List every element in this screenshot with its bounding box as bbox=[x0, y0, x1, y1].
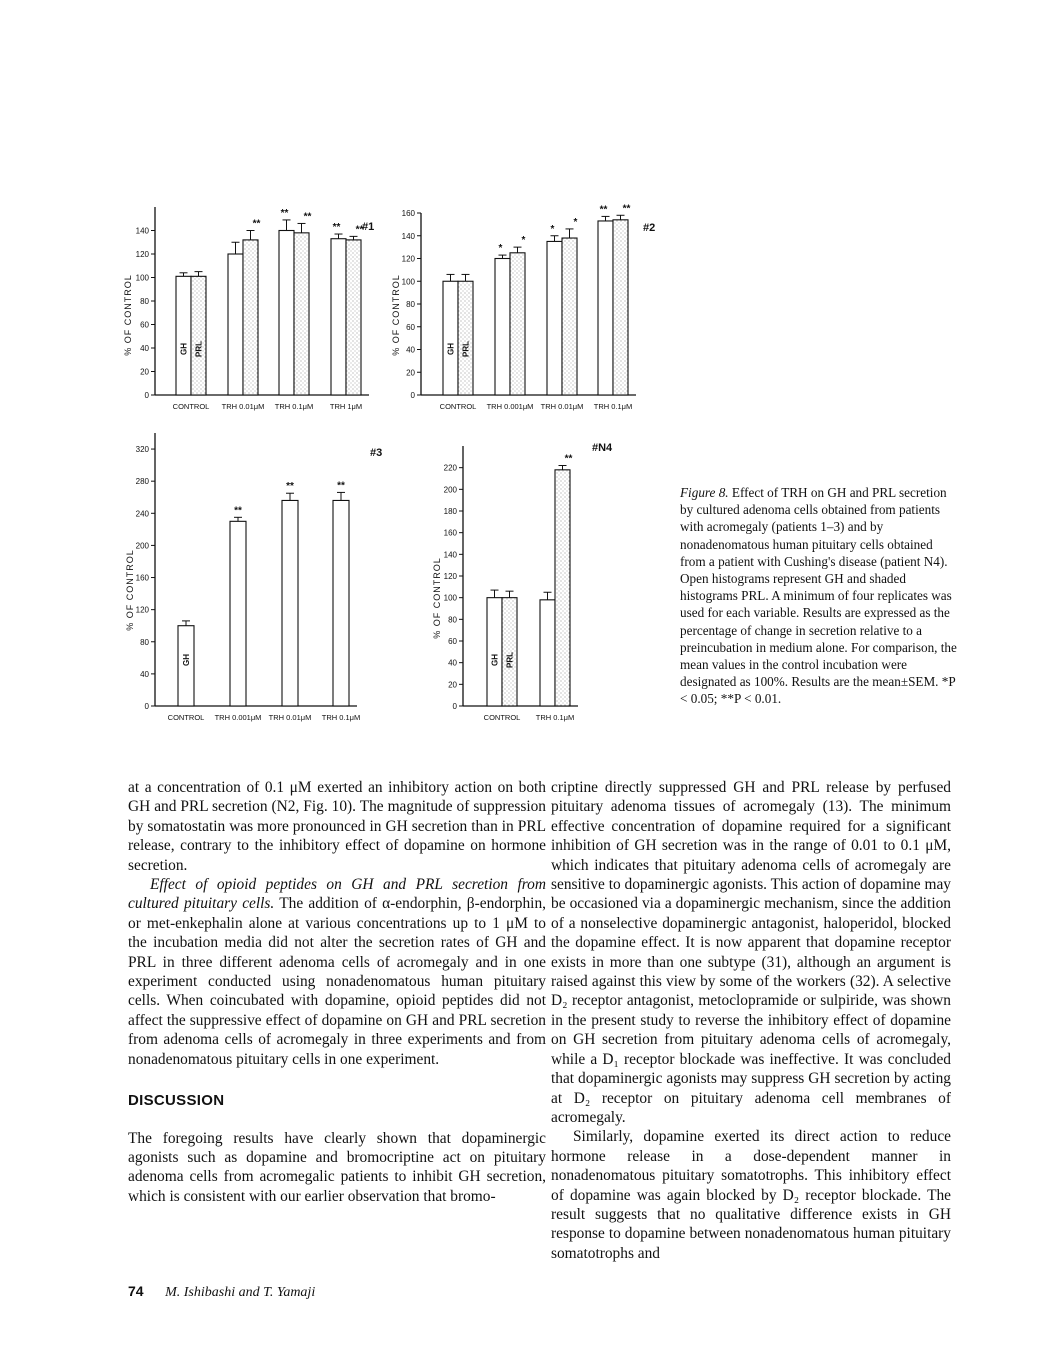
bar-gh bbox=[443, 281, 458, 395]
x-category-label: TRH 0.1μM bbox=[535, 713, 575, 722]
y-tick-label: 100 bbox=[443, 593, 457, 603]
y-axis-label: % OF CONTROL bbox=[391, 274, 401, 356]
bar-gh bbox=[598, 221, 613, 395]
y-tick-label: 220 bbox=[443, 463, 457, 473]
y-tick-label: 0 bbox=[410, 391, 415, 400]
y-tick-label: 80 bbox=[140, 637, 149, 647]
y-axis-label: % OF CONTROL bbox=[125, 549, 135, 631]
y-tick-label: 80 bbox=[406, 300, 415, 309]
figure-caption-text: Effect of TRH on GH and PRL secretion by cultured adenoma cells obtained from patients with acromegaly (patients 1–3) and by nonadenomatous human pituitary cells obtained from a patient with Cushing's disease (patient N4). Open histograms represent GH and shaded histograms PRL. A minimum of four replicates was used for each variable. Results are expressed as the percentage of change in secretion relative to a preincubation in medium alone. For comparison, the mean values in the control incubation were designated as 100%. Results are the mean±SEM. *P < 0.05; **P < 0.01. bbox=[680, 485, 957, 707]
page-number: 74 bbox=[128, 1283, 144, 1299]
significance-marker: * bbox=[573, 216, 578, 228]
significance-marker: ** bbox=[564, 453, 573, 465]
bar-gh bbox=[547, 241, 562, 395]
paragraph: criptine directly suppressed GH and PRL release by perfused pituitary adenoma tissues of acromegaly (13). The minimum effective concentration of dopamine required for a significant inhibition of GH secretion was in the range of 0.01 to 0.1 μM, which indicates that pituitary adenoma cells of acromegaly are sensitive to dopaminergic agonists. This action of dopamine may be occasioned via a dopaminergic mechanism, since the addition of a nonselective dopaminergic antagonist, haloperidol, blocked the dopamine effect. It is now apparent that dopamine receptor exists in more than one subtype (31), although an argument is raised against this view by some of the workers (32). A selective D₂ receptor antagonist, metoclopramide or sulpiride, was shown in the present study to reverse the inhibitory effect of dopamine on GH secretion from pituitary adenoma cells of acromegaly, while a D₁ receptor blockade was ineffective. It was concluded that dopaminergic agonists may suppress GH secretion by acting at D₂ receptor on pituitary adenoma cell membranes of acromegaly. bbox=[551, 779, 951, 1126]
significance-marker: ** bbox=[355, 224, 364, 236]
bar-prl bbox=[613, 220, 628, 395]
bar-prl bbox=[294, 233, 309, 395]
y-tick-label: 200 bbox=[135, 541, 149, 551]
significance-marker: ** bbox=[286, 481, 294, 493]
y-tick-label: 80 bbox=[448, 615, 457, 625]
paragraph-text: The addition of α-endorphin, β-endorphin, or met-enkephalin alone at various concentrations up to 1 μM to the incubation media did not alter the secretion rates of GH and PRL in three different adenoma cells of acromegaly and in one experiment conducted using nonadenomatous human pituitary cells. When coincubated with dopamine, opioid peptides did not affect the suppressive effect of dopamine on GH and PRL secretion from adenoma cells of acromegaly in three experiments and from nonadenomatous pituitary cells in one experiment. bbox=[128, 895, 547, 1068]
x-category-label: TRH 0.001μM bbox=[214, 713, 262, 722]
significance-marker: ** bbox=[332, 222, 341, 234]
bar-inner-label: GH bbox=[179, 343, 189, 355]
chart-panel-3 bbox=[125, 433, 382, 722]
y-tick-label: 40 bbox=[448, 658, 457, 668]
y-tick-label: 20 bbox=[140, 367, 149, 377]
y-tick-label: 20 bbox=[406, 368, 415, 378]
x-category-label: TRH 0.01μM bbox=[268, 713, 312, 722]
x-category-label: CONTROL bbox=[439, 402, 477, 411]
x-category-label: TRH 0.001μM bbox=[486, 402, 534, 411]
y-tick-label: 20 bbox=[448, 680, 457, 690]
x-category-label: TRH 0.1μM bbox=[593, 402, 633, 411]
figure-caption bbox=[680, 484, 960, 708]
bar-gh bbox=[279, 231, 294, 396]
significance-marker: ** bbox=[303, 211, 312, 223]
y-tick-label: 120 bbox=[135, 605, 149, 615]
bar-prl bbox=[502, 598, 517, 706]
x-category-label: TRH 0.01μM bbox=[540, 402, 584, 411]
left-column bbox=[128, 778, 546, 1206]
paragraph: at a concentration of 0.1 μM exerted an inhibitory action on both GH and PRL secretion (N2, Fig. 10). The magnitude of suppression by somatostatin was more pronounced in GH secretion than in PRL release, contrary to the inhibitory effect of dopamine on hormone secretion. bbox=[128, 779, 546, 874]
running-authors: M. Ishibashi and T. Yamaji bbox=[165, 1285, 316, 1300]
bar-inner-label: GH bbox=[182, 654, 191, 666]
bar-gh bbox=[282, 500, 298, 706]
y-tick-label: 120 bbox=[135, 250, 149, 259]
section-heading: DISCUSSION bbox=[128, 1092, 225, 1110]
bar-gh bbox=[228, 254, 243, 395]
bar-gh bbox=[176, 276, 191, 395]
y-tick-label: 40 bbox=[140, 669, 149, 679]
panel-label: #N4 bbox=[592, 442, 613, 454]
y-tick-label: 320 bbox=[135, 445, 149, 455]
significance-marker: * bbox=[550, 223, 555, 235]
chart-panel-n4 bbox=[432, 442, 613, 722]
y-tick-label: 0 bbox=[452, 702, 457, 711]
y-tick-label: 100 bbox=[401, 277, 415, 287]
bar-prl bbox=[555, 470, 570, 706]
bar-prl bbox=[243, 240, 258, 395]
y-tick-label: 0 bbox=[144, 391, 149, 400]
x-category-label: CONTROL bbox=[172, 402, 210, 411]
bar-gh bbox=[487, 598, 502, 706]
x-category-label: CONTROL bbox=[483, 713, 521, 722]
page-footer bbox=[128, 1283, 315, 1301]
x-category-label: TRH 0.1μM bbox=[274, 402, 314, 411]
panel-label: #2 bbox=[643, 222, 656, 234]
y-tick-label: 180 bbox=[443, 507, 457, 516]
bar-prl bbox=[458, 281, 473, 395]
y-tick-label: 60 bbox=[140, 320, 149, 330]
bar-prl bbox=[562, 238, 577, 395]
x-category-label: CONTROL bbox=[167, 713, 205, 722]
y-tick-label: 120 bbox=[443, 572, 457, 581]
y-tick-label: 140 bbox=[135, 226, 149, 236]
bar-gh bbox=[333, 500, 349, 706]
figure-label: Figure 8. bbox=[680, 485, 729, 500]
bar-gh bbox=[540, 600, 555, 706]
significance-marker: ** bbox=[280, 207, 289, 219]
paragraph bbox=[128, 875, 546, 1069]
y-tick-label: 200 bbox=[443, 485, 457, 495]
bar-gh bbox=[331, 239, 346, 395]
y-tick-label: 60 bbox=[448, 637, 457, 646]
bar-prl bbox=[346, 240, 361, 395]
significance-marker: ** bbox=[234, 505, 242, 517]
y-tick-label: 140 bbox=[443, 550, 457, 560]
y-tick-label: 240 bbox=[135, 509, 149, 519]
x-category-label: TRH 0.01μM bbox=[221, 402, 265, 411]
bar-inner-label: PRL bbox=[194, 341, 204, 357]
chart-panel-1 bbox=[123, 207, 374, 411]
bar-gh bbox=[230, 521, 246, 706]
chart-panel-2 bbox=[391, 203, 655, 411]
y-tick-label: 80 bbox=[140, 297, 149, 306]
y-tick-label: 160 bbox=[401, 209, 415, 218]
y-tick-label: 40 bbox=[406, 345, 415, 355]
x-category-label: TRH 0.1μM bbox=[321, 713, 361, 722]
bar-inner-label: GH bbox=[490, 654, 500, 666]
bar-prl bbox=[510, 253, 525, 395]
significance-marker: ** bbox=[337, 480, 345, 492]
y-tick-label: 140 bbox=[401, 231, 415, 241]
bar-gh bbox=[495, 259, 510, 396]
panel-label: #1 bbox=[362, 221, 375, 233]
y-tick-label: 160 bbox=[443, 528, 457, 538]
significance-marker: * bbox=[521, 235, 526, 247]
paragraph: The foregoing results have clearly shown that dopaminergic agonists such as dopamine and bromocriptine act on pituitary adenoma cells from acromegalic patients to inhibit GH secretion, which is consistent with our earlier observation that bromo- bbox=[128, 1129, 546, 1205]
significance-marker: ** bbox=[622, 203, 631, 215]
y-axis-label: % OF CONTROL bbox=[432, 557, 442, 639]
right-column bbox=[551, 778, 951, 1263]
significance-marker: ** bbox=[599, 204, 608, 216]
bar-inner-label: GH bbox=[446, 343, 456, 355]
y-tick-label: 100 bbox=[135, 273, 149, 283]
bar-inner-label: PRL bbox=[461, 341, 471, 357]
significance-marker: ** bbox=[252, 218, 261, 230]
y-tick-label: 60 bbox=[406, 322, 415, 332]
panel-label: #3 bbox=[370, 447, 383, 459]
y-axis-label: % OF CONTROL bbox=[123, 274, 133, 356]
bar-inner-label: PRL bbox=[505, 652, 515, 668]
x-category-label: TRH 1μM bbox=[329, 402, 363, 411]
bar-prl bbox=[191, 276, 206, 395]
y-tick-label: 40 bbox=[140, 344, 149, 353]
paragraph: Similarly, dopamine exerted its direct action to reduce hormone release in a dose-dependent manner in nonadenomatous pituitary somatotrophs. This inhibitory effect of dopamine was again blocked by D₂ receptor blockade. The result suggests that no qualitative difference exists in GH response to dopamine between nonadenomatous human pituitary somatotrophs and bbox=[551, 1128, 951, 1262]
y-tick-label: 280 bbox=[135, 477, 149, 487]
y-tick-label: 160 bbox=[135, 573, 149, 583]
significance-marker: * bbox=[498, 243, 503, 255]
y-tick-label: 0 bbox=[144, 702, 149, 711]
y-tick-label: 120 bbox=[401, 254, 415, 264]
run-in-heading: Effect of opioid peptides on GH and PRL secretion from cultured pituitary cells. bbox=[128, 876, 546, 913]
